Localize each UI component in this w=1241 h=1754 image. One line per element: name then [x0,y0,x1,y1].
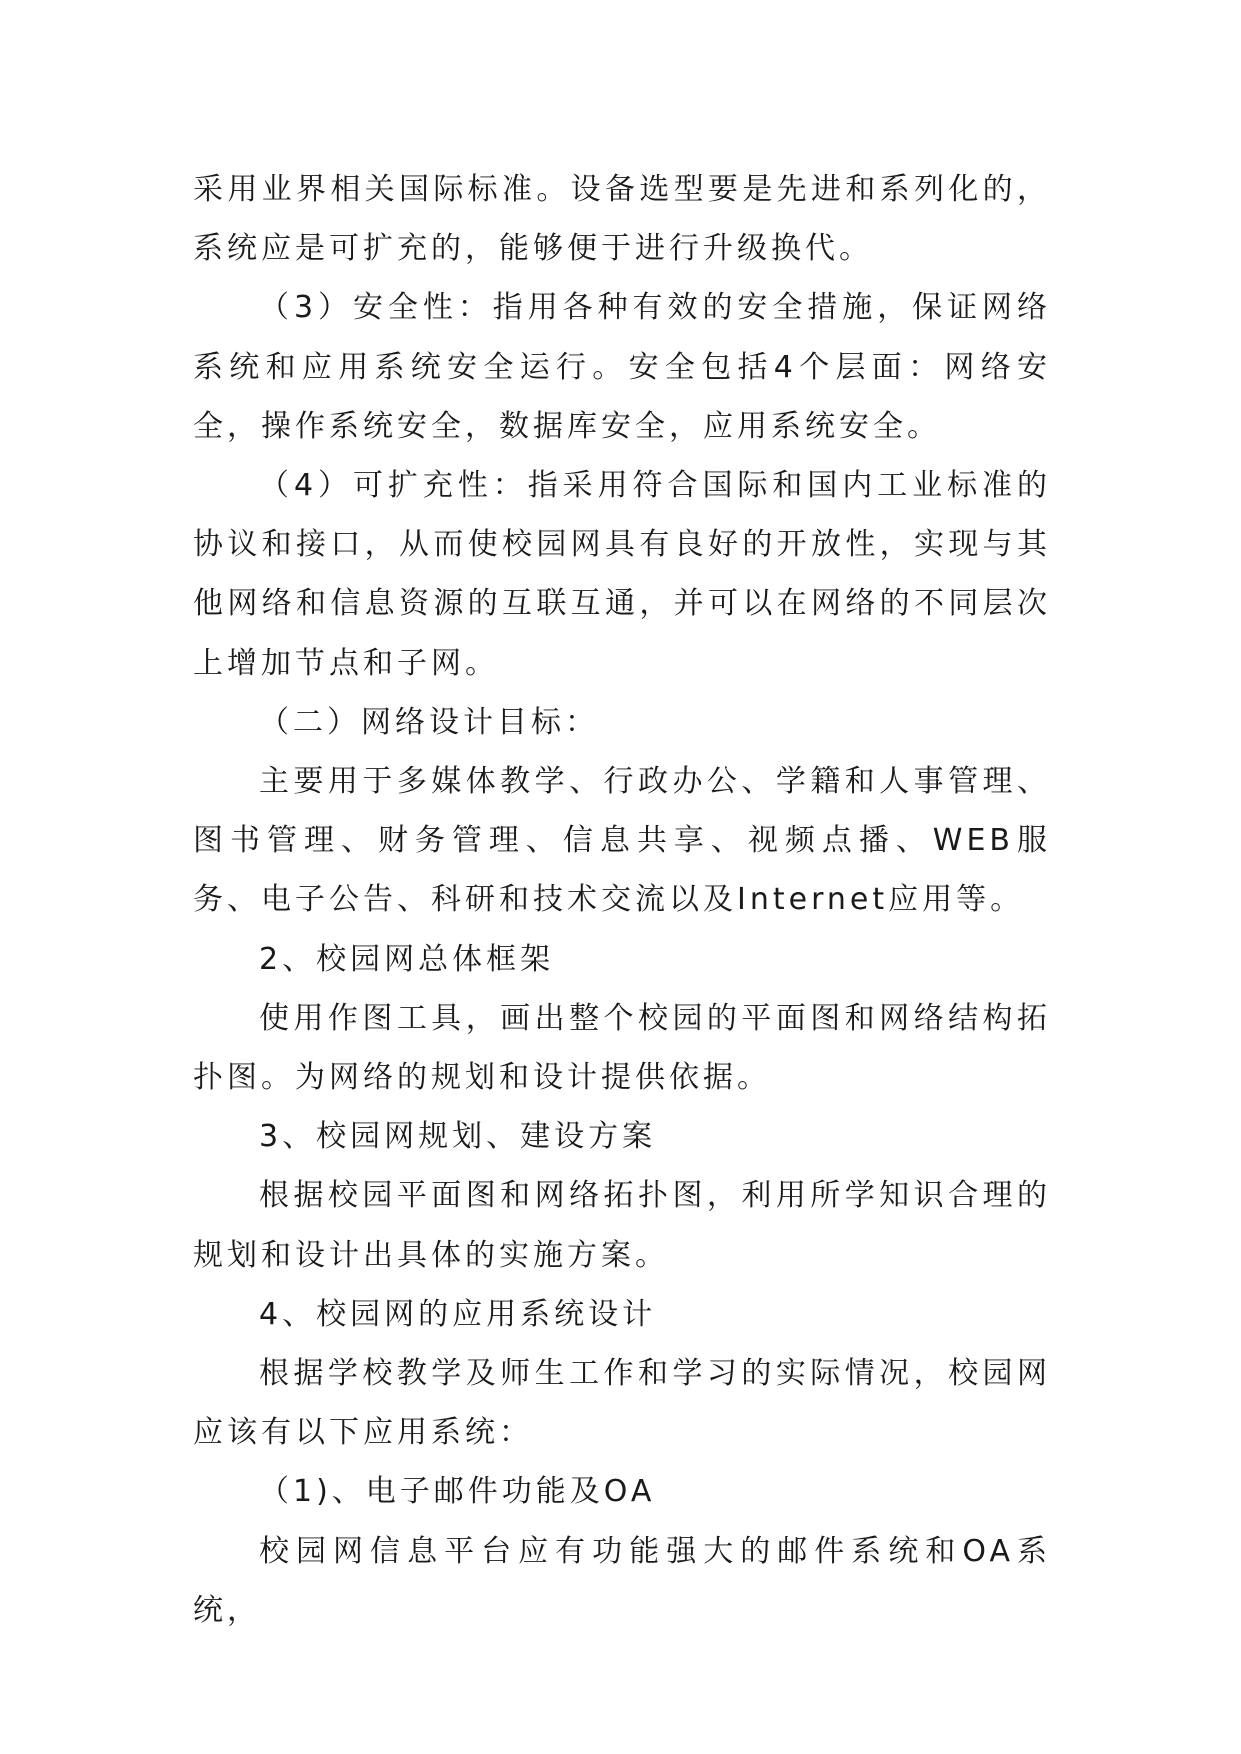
paragraph-main-uses: 主要用于多媒体教学、行政办公、学籍和人事管理、图书管理、财务管理、信息共享、视频点播、WEB服务、电子公告、科研和技术交流以及Internet应用等。 [193,764,1051,918]
paragraph-implementation-plan: 根据校园平面图和网络拓扑图，利用所学知识合理的规划和设计出具体的实施方案。 [193,1178,1051,1273]
document-page [193,160,1051,1640]
paragraph-email-oa-platform: 校园网信息平台应有功能强大的邮件系统和OA系统， [193,1533,1051,1628]
heading-campus-plan: 3、校园网规划、建设方案 [259,1119,657,1155]
heading-campus-framework: 2、校园网总体框架 [259,941,555,977]
paragraph-application-systems: 根据学校教学及师生工作和学习的实际情况，校园网应该有以下应用系统： [193,1356,1051,1451]
heading-email-oa: （1)、电子邮件功能及OA [259,1474,656,1510]
paragraph-security: （3）安全性：指用各种有效的安全措施，保证网络系统和应用系统安全运行。安全包括4个层面：网络安全，操作系统安全，数据库安全，应用系统安全。 [193,290,1051,444]
paragraph-standards: 采用业界相关国际标准。设备选型要是先进和系列化的，系统应是可扩充的，能够便于进行升级换代。 [193,172,1051,267]
heading-network-design-goal: （二）网络设计目标： [259,704,599,740]
heading-application-design: 4、校园网的应用系统设计 [259,1296,657,1332]
paragraph-scalability: （4）可扩充性：指采用符合国际和国内工业标准的协议和接口，从而使校园网具有良好的开放性，实现与其他网络和信息资源的互联互通，并可以在网络的不同层次上增加节点和子网。 [193,468,1051,681]
paragraph-drawing-tools: 使用作图工具，画出整个校园的平面图和网络结构拓扑图。为网络的规划和设计提供依据。 [193,1000,1051,1096]
